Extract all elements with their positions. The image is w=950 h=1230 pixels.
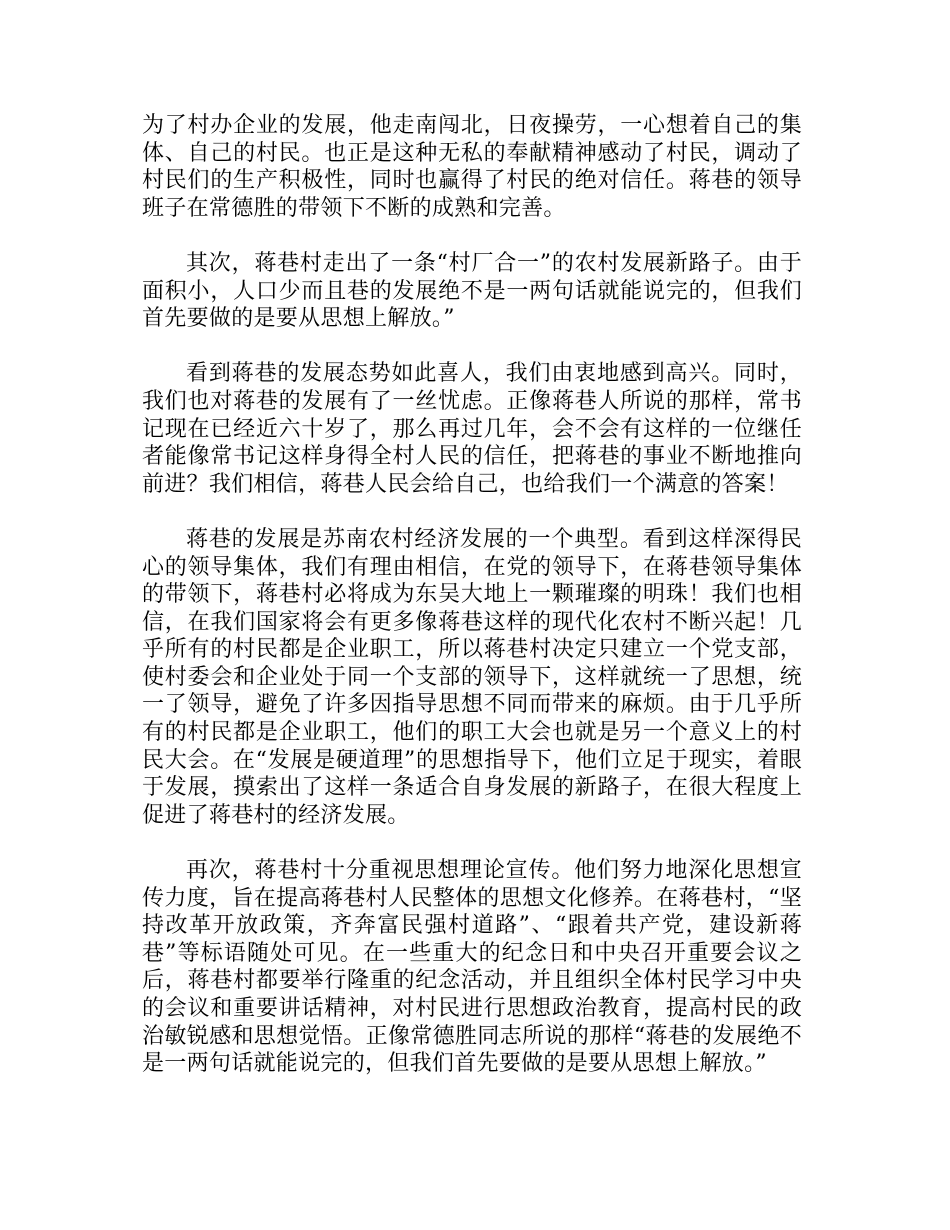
paragraph-2: 其次，蒋巷村走出了一条“村厂合一”的农村发展新路子。由于面积小，人口少而且巷的发展绝不是一两句话就能说完的，但我们首先要做的是要从思想上解放。” xyxy=(142,250,802,332)
paragraph-3: 看到蒋巷的发展态势如此喜人，我们由衷地感到高兴。同时，我们也对蒋巷的发展有了一丝忧虑。正像蒋巷人所说的那样，常书记现在已经近六十岁了，那么再过几年，会不会有这样的一位继任者能像常书记这样身得全村人民的信任，把蒋巷的事业不断地推向前进？我们相信，蒋巷人民会给自己，也给我们一个满意的答案！ xyxy=(142,361,802,497)
paragraph-4: 蒋巷的发展是苏南农村经济发展的一个典型。看到这样深得民心的领导集体，我们有理由相信，在党的领导下，在蒋巷领导集体的带领下，蒋巷村必将成为东吴大地上一颗璀璨的明珠！我们也相信，在我们国家将会有更多像蒋巷这样的现代化农村不断兴起！几乎所有的村民都是企业职工，所以蒋巷村决定只建立一个党支部，使村委会和企业处于同一个支部的领导下，这样就统一了思想，统一了领导，避免了许多因指导思想不同而带来的麻烦。由于几乎所有的村民都是企业职工，他们的职工大会也就是另一个意义上的村民大会。在“发展是硬道理”的思想指导下，他们立足于现实，着眼于发展，摸索出了这样一条适合自身发展的新路子，在很大程度上促进了蒋巷村的经济发展。 xyxy=(142,526,802,828)
document-body xyxy=(142,112,802,1105)
paragraph-1: 为了村办企业的发展，他走南闯北，日夜操劳，一心想着自己的集体、自己的村民。也正是这种无私的奉献精神感动了村民，调动了村民们的生产积极性，同时也赢得了村民的绝对信任。蒋巷的领导班子在常德胜的带领下不断的成熟和完善。 xyxy=(142,113,802,221)
paragraph-5: 再次，蒋巷村十分重视思想理论宣传。他们努力地深化思想宣传力度，旨在提高蒋巷村人民整体的思想文化修养。在蒋巷村，“坚持改革开放政策，齐奔富民强村道路”、“跟着共产党，建设新蒋巷”等标语随处可见。在一些重大的纪念日和中央召开重要会议之后，蒋巷村都要举行隆重的纪念活动，并且组织全体村民学习中央的会议和重要讲话精神，对村民进行思想政治教育，提高村民的政治敏锐感和思想觉悟。正像常德胜同志所说的那样“蒋巷的发展绝不是一两句话就能说完的，但我们首先要做的是要从思想上解放。” xyxy=(142,858,802,1077)
